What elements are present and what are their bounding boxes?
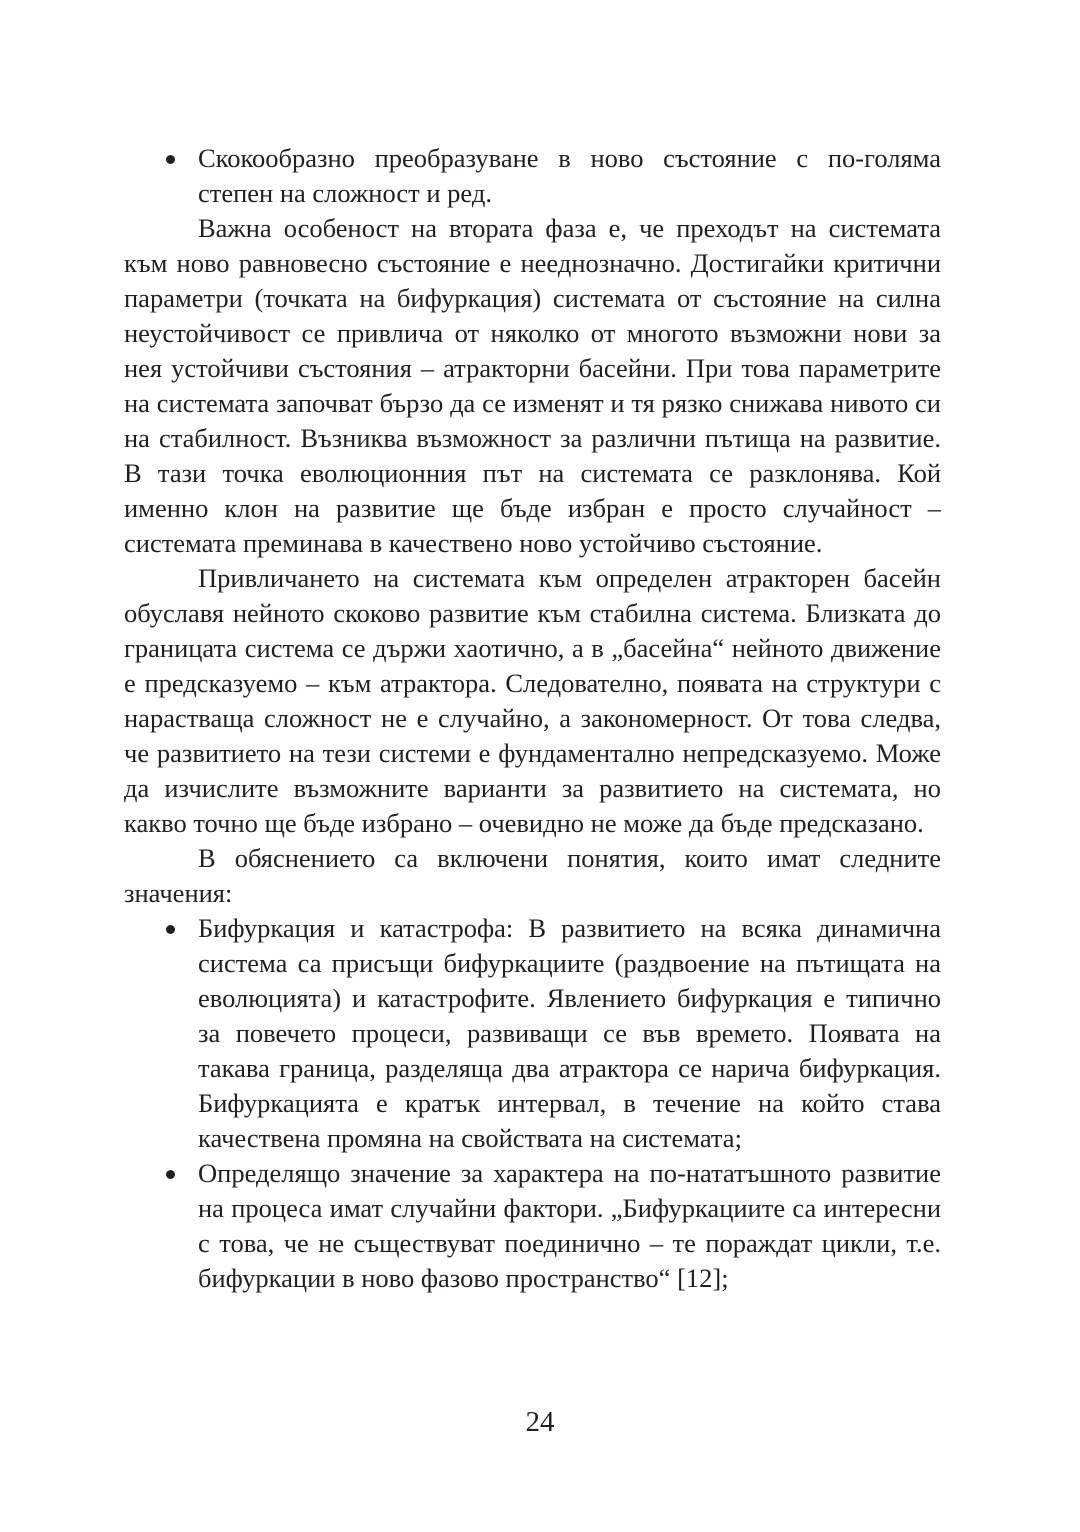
page-number: 24 bbox=[525, 1406, 555, 1438]
page-body bbox=[124, 141, 941, 1296]
bullet-list-bottom bbox=[124, 911, 941, 1296]
bullet-icon bbox=[166, 1170, 175, 1179]
list-item-text: Бифуркация и катастрофа: В развитието на всяка динамична система са присъщи бифуркациите (раздвоение на пътищата на еволюцията) и катастрофите. Явлението бифуркация е типично за повечето процеси, развиващи се във времето. Появата на такава граница, разделяща два атрактора се нарича бифуркация. Бифуркацията е кратък интервал, в течение на който става качествена промяна на свойствата на системата; bbox=[198, 913, 941, 1153]
paragraph-concepts-intro: В обяснението са включени понятия, които имат следните значения: bbox=[124, 843, 941, 908]
list-item-text: Скокообразно преобразуване в ново състояние с по-голяма степен на сложност и ред. bbox=[198, 143, 941, 208]
paragraph-attractor-basin: Привличането на системата към определен атракторен басейн обуславя нейното скоково развитие към стабилна система. Близката до границата система се държи хаотично, а в „басейна“ нейното движение е предсказуемо – към атрактора. Следователно, появата на структури с нарастваща сложност не е случайно, а закономерност. От това следва, че развитието на тези системи е фундаментално непредсказуемо. Може да изчислите възможните варианти за развитието на системата, но какво точно ще бъде избрано – очевидно не може да бъде предсказано. bbox=[124, 563, 941, 838]
list-item bbox=[124, 1156, 941, 1296]
list-item-text: Определящо значение за характера на по-нататъшното развитие на процеса имат случайни фактори. „Бифуркациите са интересни с това, че не съществуват поединично – те пораждат цикли, т.е. бифуркации в ново фазово пространство“ [12]; bbox=[198, 1158, 941, 1293]
bullet-list-top bbox=[124, 141, 941, 211]
bullet-icon bbox=[166, 925, 175, 934]
list-item bbox=[124, 141, 941, 211]
list-item bbox=[124, 911, 941, 1156]
bullet-icon bbox=[166, 155, 175, 164]
paragraph-second-phase: Важна особеност на втората фаза е, че преходът на системата към ново равновесно състояние е нееднозначно. Достигайки критични параметри (точката на бифуркация) системата от състояние на силна неустойчивост се привлича от няколко от многото възможни нови за нея устойчиви състояния – атракторни басейни. При това параметрите на системата започват бързо да се изменят и тя рязко снижава нивото си на стабилност. Възниква възможност за различни пътища на развитие. В тази точка еволюционния път на системата се разклонява. Кой именно клон на развитие ще бъде избран е просто случайност – системата преминава в качествено ново устойчиво състояние. bbox=[124, 213, 941, 558]
